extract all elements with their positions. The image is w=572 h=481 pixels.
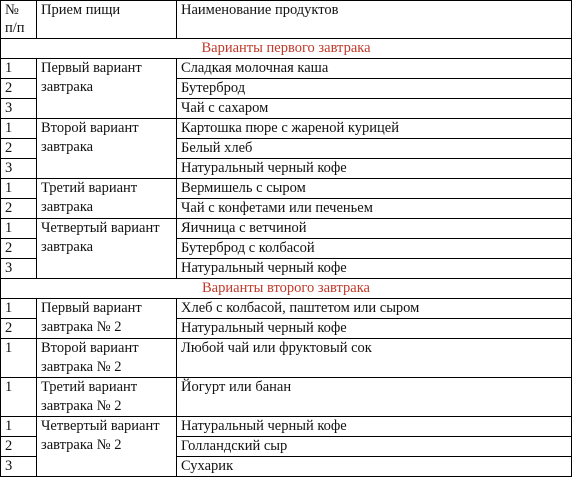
product-name: Бутерброд [177, 79, 572, 99]
number-header-line2: п/п [5, 20, 25, 36]
section-row [1, 39, 572, 59]
table-row [1, 179, 572, 199]
product-name: Чай с конфетами или печеньем [177, 199, 572, 219]
item-number: 1 [1, 119, 37, 139]
meal-name: Четвертый вариант завтрака [37, 219, 177, 279]
product-name: Сладкая молочная каша [177, 59, 572, 79]
product-name: Бутерброд с колбасой [177, 239, 572, 259]
product-name: Вермишель с сыром [177, 179, 572, 199]
meal-name: Первый вариант завтрака [37, 59, 177, 119]
item-number: 2 [1, 319, 37, 339]
table-row [1, 378, 572, 417]
section-row [1, 279, 572, 299]
item-number: 1 [1, 299, 37, 319]
table-row [1, 417, 572, 437]
table-row [1, 119, 572, 139]
product-name: Натуральный черный кофе [177, 159, 572, 179]
table-row [1, 219, 572, 239]
item-number: 3 [1, 457, 37, 477]
table-row [1, 59, 572, 79]
product-name: Голландский сыр [177, 437, 572, 457]
product-name: Любой чай или фруктовый сок [177, 339, 572, 378]
item-number: 1 [1, 339, 37, 378]
product-name: Чай с сахаром [177, 99, 572, 119]
product-name: Натуральный черный кофе [177, 319, 572, 339]
item-number: 3 [1, 159, 37, 179]
product-name: Сухарик [177, 457, 572, 477]
header-row [1, 1, 572, 39]
item-number: 1 [1, 179, 37, 199]
number-header-line1: № [5, 2, 19, 18]
product-name: Натуральный черный кофе [177, 259, 572, 279]
item-number: 3 [1, 259, 37, 279]
meal-name: Третий вариант завтрака [37, 179, 177, 219]
item-number: 3 [1, 99, 37, 119]
section-title: Варианты первого завтрака [1, 39, 572, 59]
meal-name: Второй вариант завтрака [37, 119, 177, 179]
item-number: 2 [1, 139, 37, 159]
item-number: 2 [1, 437, 37, 457]
meal-name: Второй вариант завтрака № 2 [37, 339, 177, 378]
meal-name: Четвертый вариант завтрака № 2 [37, 417, 177, 477]
product-name: Хлеб с колбасой, паштетом или сыром [177, 299, 572, 319]
number-header [1, 1, 37, 39]
product-name: Белый хлеб [177, 139, 572, 159]
product-name: Яичница с ветчиной [177, 219, 572, 239]
meal-name: Первый вариант завтрака № 2 [37, 299, 177, 339]
table-row [1, 339, 572, 378]
meal-name: Третий вариант завтрака № 2 [37, 378, 177, 417]
item-number: 1 [1, 417, 37, 437]
section-title: Варианты второго завтрака [1, 279, 572, 299]
item-number: 2 [1, 199, 37, 219]
product-name: Йогурт или банан [177, 378, 572, 417]
item-number: 1 [1, 219, 37, 239]
product-name: Натуральный черный кофе [177, 417, 572, 437]
product-name: Картошка пюре с жареной курицей [177, 119, 572, 139]
item-number: 1 [1, 378, 37, 417]
products-header: Наименование продуктов [177, 1, 572, 39]
meal-header: Прием пищи [37, 1, 177, 39]
table-row [1, 299, 572, 319]
item-number: 1 [1, 59, 37, 79]
item-number: 2 [1, 239, 37, 259]
item-number: 2 [1, 79, 37, 99]
